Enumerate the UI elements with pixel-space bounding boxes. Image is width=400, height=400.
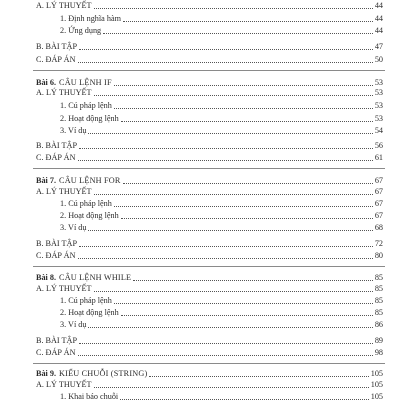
dot-leader bbox=[78, 153, 373, 161]
dot-leader bbox=[114, 199, 373, 207]
toc-page-number: 53 bbox=[374, 101, 383, 110]
dot-leader bbox=[114, 78, 373, 86]
toc-entry-title: 1. Cú pháp lệnh bbox=[60, 199, 112, 208]
toc-entry-title: C. ĐÁP ÁN bbox=[36, 153, 76, 162]
chapter-separator bbox=[33, 266, 385, 267]
toc-entry-title: 1. Cú pháp lệnh bbox=[60, 296, 112, 305]
toc-section-a[interactable] bbox=[36, 380, 383, 390]
dot-leader bbox=[88, 320, 372, 328]
toc-page-number: 105 bbox=[370, 392, 383, 400]
toc-page-number: 86 bbox=[374, 320, 383, 329]
dot-leader bbox=[94, 88, 373, 96]
toc-entry-title: C. ĐÁP ÁN bbox=[36, 55, 76, 64]
dot-leader bbox=[79, 42, 373, 50]
toc-section-c[interactable] bbox=[36, 153, 383, 163]
toc-page-number: 98 bbox=[374, 348, 383, 357]
dot-leader bbox=[114, 296, 373, 304]
toc-section-a[interactable] bbox=[36, 187, 383, 197]
toc-page-number: 56 bbox=[374, 141, 383, 150]
toc-entry-title: 1. Khai báo chuỗi bbox=[60, 392, 119, 400]
toc-entry-title: 3. Ví dụ bbox=[60, 320, 87, 329]
dot-leader bbox=[120, 392, 369, 400]
dot-leader bbox=[94, 187, 373, 195]
dot-leader bbox=[94, 284, 373, 292]
toc-item[interactable] bbox=[60, 320, 383, 330]
toc-entry-title: 2. Ứng dụng bbox=[60, 26, 102, 35]
toc-item[interactable] bbox=[60, 211, 383, 221]
toc-entry-title: C. ĐÁP ÁN bbox=[36, 348, 76, 357]
dot-leader bbox=[79, 336, 373, 344]
toc-entry-title: A. LÝ THUYẾT bbox=[36, 1, 92, 10]
dot-leader bbox=[78, 251, 373, 259]
dot-leader bbox=[149, 369, 368, 377]
chapter-title: CÂU LỆNH WHILE bbox=[59, 273, 132, 282]
toc-section-a[interactable] bbox=[36, 88, 383, 98]
toc-page-number: 105 bbox=[370, 369, 383, 378]
toc-item[interactable] bbox=[60, 223, 383, 233]
toc-section-a[interactable] bbox=[36, 1, 383, 11]
toc-entry-title: B. BÀI TẬP bbox=[36, 336, 78, 345]
dot-leader bbox=[94, 380, 369, 388]
toc-item[interactable] bbox=[60, 14, 383, 24]
dot-leader bbox=[114, 101, 373, 109]
toc-page-number: 85 bbox=[374, 273, 383, 282]
dot-leader bbox=[88, 126, 372, 134]
dot-leader bbox=[78, 348, 373, 356]
chapter-number: Bài 6. bbox=[36, 78, 57, 87]
chapter-title: KIỂU CHUỖI (STRING) bbox=[59, 369, 148, 378]
toc-section-c[interactable] bbox=[36, 251, 383, 261]
toc-page-number: 67 bbox=[374, 211, 383, 220]
toc-page-number: 105 bbox=[370, 380, 383, 389]
toc-chapter[interactable] bbox=[36, 369, 383, 379]
toc-chapter[interactable] bbox=[36, 273, 383, 283]
toc-item[interactable] bbox=[60, 392, 383, 400]
toc-entry-title: 1. Cú pháp lệnh bbox=[60, 101, 112, 110]
dot-leader bbox=[78, 55, 373, 63]
toc-page-number: 85 bbox=[374, 284, 383, 293]
toc-section-c[interactable] bbox=[36, 348, 383, 358]
toc-item[interactable] bbox=[60, 308, 383, 318]
dot-leader bbox=[133, 273, 373, 281]
dot-leader bbox=[94, 1, 373, 9]
chapter-number: Bài 8. bbox=[36, 273, 57, 282]
toc-page-number: 72 bbox=[374, 239, 383, 248]
toc-section-c[interactable] bbox=[36, 55, 383, 65]
toc-entry-title: A. LÝ THUYẾT bbox=[36, 88, 92, 97]
toc-page-number: 85 bbox=[374, 308, 383, 317]
chapter-separator bbox=[33, 168, 385, 169]
toc-entry-title: B. BÀI TẬP bbox=[36, 239, 78, 248]
toc-entry-title: 3. Ví dụ bbox=[60, 126, 87, 135]
chapter-separator bbox=[33, 363, 385, 364]
toc-page-number: 67 bbox=[374, 176, 383, 185]
dot-leader bbox=[121, 114, 373, 122]
dot-leader bbox=[121, 211, 373, 219]
toc-page-number: 47 bbox=[374, 42, 383, 51]
toc-item[interactable] bbox=[60, 199, 383, 209]
toc-entry-title: C. ĐÁP ÁN bbox=[36, 251, 76, 260]
toc-item[interactable] bbox=[60, 101, 383, 111]
dot-leader bbox=[88, 223, 372, 231]
toc-page-number: 53 bbox=[374, 78, 383, 87]
toc-page-number: 67 bbox=[374, 199, 383, 208]
chapter-number: Bài 7. bbox=[36, 176, 57, 185]
toc-page-number: 44 bbox=[374, 26, 383, 35]
chapter-title: CÂU LỆNH FOR bbox=[59, 176, 121, 185]
dot-leader bbox=[121, 308, 373, 316]
toc-entry-title: A. LÝ THUYẾT bbox=[36, 380, 92, 389]
toc-page-number: 53 bbox=[374, 114, 383, 123]
toc-entry-title: 3. Ví dụ bbox=[60, 223, 87, 232]
toc-entry-title: B. BÀI TẬP bbox=[36, 42, 78, 51]
toc-section-b[interactable] bbox=[36, 42, 383, 52]
toc-page-number: 61 bbox=[374, 153, 383, 162]
toc-chapter[interactable] bbox=[36, 78, 383, 88]
toc-item[interactable] bbox=[60, 114, 383, 124]
toc-section-a[interactable] bbox=[36, 284, 383, 294]
toc-entry-title: 2. Hoạt động lệnh bbox=[60, 211, 119, 220]
toc-section-b[interactable] bbox=[36, 336, 383, 346]
toc-page-number: 50 bbox=[374, 55, 383, 64]
toc-entry-title: A. LÝ THUYẾT bbox=[36, 284, 92, 293]
toc-page-number: 89 bbox=[374, 336, 383, 345]
toc-page-number: 80 bbox=[374, 251, 383, 260]
toc-page-number: 68 bbox=[374, 223, 383, 232]
toc-section-b[interactable] bbox=[36, 141, 383, 151]
toc-entry-title: B. BÀI TẬP bbox=[36, 141, 78, 150]
toc-chapter[interactable] bbox=[36, 176, 383, 186]
toc-item[interactable] bbox=[60, 296, 383, 306]
toc-entry-title: A. LÝ THUYẾT bbox=[36, 187, 92, 196]
toc-page-number: 54 bbox=[374, 126, 383, 135]
chapter-number: Bài 9. bbox=[36, 369, 57, 378]
toc-page-number: 67 bbox=[374, 187, 383, 196]
toc-page-number: 85 bbox=[374, 296, 383, 305]
dot-leader bbox=[123, 14, 373, 22]
toc-page-number: 44 bbox=[374, 1, 383, 10]
toc-item[interactable] bbox=[60, 126, 383, 136]
toc-page-number: 44 bbox=[374, 14, 383, 23]
dot-leader bbox=[79, 141, 373, 149]
dot-leader bbox=[79, 239, 373, 247]
chapter-title: CÂU LỆNH IF bbox=[59, 78, 112, 87]
toc-page-number: 53 bbox=[374, 88, 383, 97]
toc-section-b[interactable] bbox=[36, 239, 383, 249]
toc-item[interactable] bbox=[60, 26, 383, 36]
dot-leader bbox=[103, 26, 373, 34]
toc-entry-title: 1. Định nghĩa hàm bbox=[60, 14, 121, 23]
dot-leader bbox=[123, 176, 373, 184]
chapter-separator bbox=[33, 70, 385, 71]
toc-entry-title: 2. Hoạt động lệnh bbox=[60, 308, 119, 317]
toc-entry-title: 2. Hoạt động lệnh bbox=[60, 114, 119, 123]
